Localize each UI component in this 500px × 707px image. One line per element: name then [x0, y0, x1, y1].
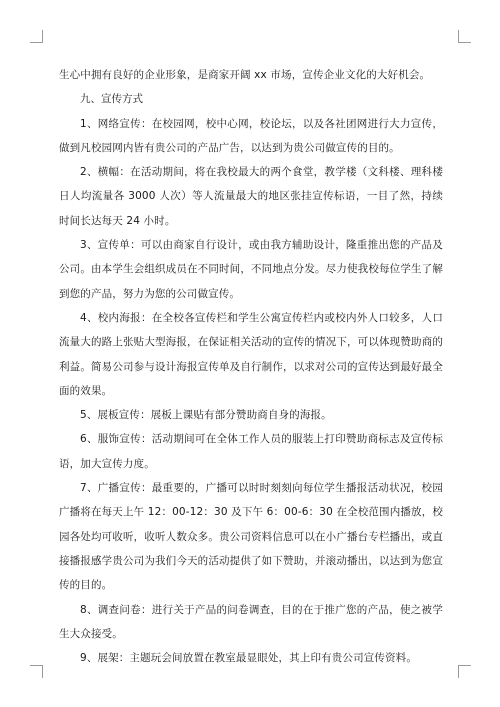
crop-mark-bottom-left: [30, 665, 43, 678]
crop-mark-top-right: [458, 30, 471, 43]
paragraph-flyers: 3、宣传单：可以由商家自行设计，或由我方辅助设计，隆重推出您的产品及公司。由本学生会组织成员在不同时间，不同地点分发。尽力使我校每位学生了解到您的产品，努力为您的公司做宣传。: [59, 239, 443, 300]
paragraph-online-publicity: 1、网络宣传：在校园网，校中心网，校论坛，以及各社团网进行大力宣传，做到凡校园网内皆有贵公司的产品广告，以达到为贵公司做宣传的目的。: [59, 117, 443, 154]
paragraph-display-stands: 9、展架：主题玩会间放置在教室最显眼处，其上印有贵公司宣传资料。: [80, 652, 417, 665]
paragraph-apparel-publicity: 6、服饰宣传：活动期间可在全体工作人员的服装上打印赞助商标志及宣传标语，加大宣传力度。: [59, 433, 443, 470]
paragraph-banners: 2、横幅：在活动期间，将在我校最大的两个食堂，教学楼（文科楼、理科楼日人均流量各 3000 人次）等人流量最大的地区张挂宣传标语，一目了然，持续时间长达每天 24 小时。: [59, 166, 443, 227]
paragraph-questionnaire: 8、调查问卷：进行关于产品的问卷调查，目的在于推广您的产品，使之被学生大众接受。: [59, 603, 443, 640]
paragraph-display-boards: 5、展板宣传：展板上课贴有部分赞助商自身的海报。: [80, 409, 332, 422]
paragraph-radio-broadcast: 7、广播宣传：最重要的，广播可以时时刻刻向每位学生播报活动状况，校园广播将在每天上午 12：00-12：30 及下午 6：00-6：30 在全校范围内播放，校园各处均可收听，收听人数众多。贵公司资料信息可以在小广播台专栏播出，或直接播报感学贵公司为我们今天的活动提供了如下赞助，并滚动播出，以达到为您宣传的目的。: [59, 482, 443, 592]
document-body: [59, 63, 443, 670]
section-heading-publicity-methods: 九、宣传方式: [80, 93, 143, 106]
paragraph-intro-continuation: 生心中拥有良好的企业形象，是商家开阔 xx 市场，宣传企业文化的大好机会。: [59, 69, 431, 81]
crop-mark-bottom-right: [458, 665, 471, 678]
paragraph-campus-posters: 4、校内海报：在全校各宣传栏和学生公寓宣传栏内或校内外人口较多，人口流量大的路上张贴大型海报，在保证相关活动的宣传的情况下，可以体现赞助商的利益。简易公司参与设计海报宣传单及自行制作，以求对公司的宣传达到最好最全面的效果。: [59, 311, 443, 397]
crop-mark-top-left: [30, 30, 43, 43]
